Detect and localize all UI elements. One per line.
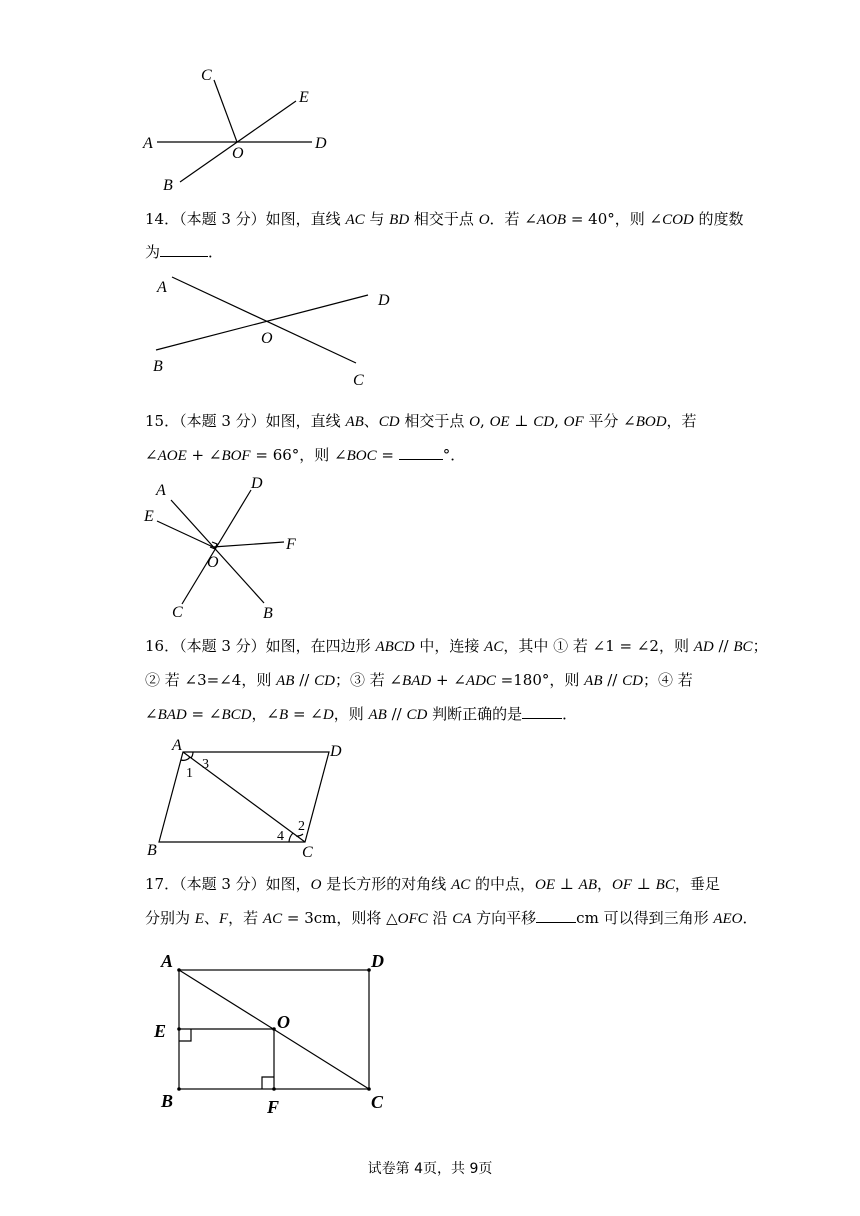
line-OE <box>157 521 213 547</box>
label-B: B <box>153 358 163 375</box>
label-C: C <box>371 1092 384 1112</box>
point-C <box>367 1087 371 1091</box>
q15-line2: ∠AOE + ∠BOF = 66°，则 ∠BOC = °． <box>145 446 466 464</box>
label-B: B <box>163 177 173 194</box>
label-A: A <box>161 951 174 971</box>
label-C: C <box>353 372 364 389</box>
label-B: B <box>147 842 157 859</box>
figure-q15 <box>0 470 860 625</box>
label-A: A <box>157 279 167 296</box>
label-A: A <box>143 135 153 152</box>
angle-arc-3 <box>191 752 193 758</box>
label-O: O <box>207 554 219 571</box>
label-C: C <box>201 67 212 84</box>
angle-arc-1 <box>181 757 190 760</box>
figure-q13 <box>0 0 860 200</box>
label-D: D <box>251 475 263 492</box>
angle-num-2: 2 <box>298 819 305 834</box>
label-B: B <box>161 1091 174 1111</box>
angle-arc-2 <box>296 834 303 836</box>
label-E: E <box>154 1021 167 1041</box>
label-D: D <box>371 951 384 971</box>
answer-blank-16[interactable] <box>522 704 562 719</box>
q14-line2: 为 ． <box>145 243 224 261</box>
figure-q16 <box>0 730 860 865</box>
label-E: E <box>144 508 154 525</box>
line-AC <box>172 277 356 363</box>
point-O <box>272 1027 276 1031</box>
label-E: E <box>299 89 309 106</box>
right-angle-F <box>262 1077 274 1089</box>
point-F <box>272 1087 276 1091</box>
q17-line2: 分别为 E、F，若 AC = 3cm，则将 △OFC 沿 CA 方向平移 cm 可以得到三角形 AEO． <box>145 909 758 927</box>
label-A: A <box>156 482 166 499</box>
angle-num-1: 1 <box>186 766 193 781</box>
figure-q14 <box>0 270 860 395</box>
label-C: C <box>302 844 313 861</box>
page-footer: 试卷第 4页，共 9页 <box>367 1161 493 1177</box>
label-F: F <box>267 1097 280 1117</box>
label-D: D <box>378 292 390 309</box>
answer-blank-17[interactable] <box>536 908 576 923</box>
label-O: O <box>232 145 244 162</box>
line-OF <box>213 542 284 547</box>
label-A: A <box>172 737 182 754</box>
q17-line1: 17．（本题 3 分）如图，O 是长方形的对角线 AC 的中点，OE ⊥ AB，OF ⊥ BC，垂足 <box>145 875 720 893</box>
angle-num-3: 3 <box>202 757 209 772</box>
label-O: O <box>261 330 273 347</box>
q16-line1: 16．（本题 3 分）如图，在四边形 ABCD 中，连接 AC，其中 ① 若 ∠1 = ∠2，则 AD // BC； <box>145 637 768 655</box>
figure-q17 <box>0 945 860 1125</box>
line-OC <box>214 80 237 142</box>
q15-line1: 15．（本题 3 分）如图，直线 AB、CD 相交于点 O, OE ⊥ CD, OF 平分 ∠BOD，若 <box>145 412 697 430</box>
label-C: C <box>172 604 183 621</box>
label-F: F <box>286 536 296 553</box>
angle-arc-4 <box>289 833 293 842</box>
label-D: D <box>330 743 342 760</box>
line-AB <box>171 500 264 603</box>
q16-line3: ∠BAD = ∠BCD，∠B = ∠D，则 AB // CD 判断正确的是 ． <box>145 705 578 723</box>
point-B <box>177 1087 181 1091</box>
label-O: O <box>277 1012 290 1032</box>
answer-blank-15[interactable] <box>399 445 443 460</box>
q16-line2: ② 若 ∠3=∠4，则 AB // CD；③ 若 ∠BAD + ∠ADC =180°，则 AB // CD；④ 若 <box>145 671 693 689</box>
label-B: B <box>263 605 273 622</box>
point-A <box>177 968 181 972</box>
q14-line1: 14．（本题 3 分）如图，直线 AC 与 BD 相交于点 O．若 ∠AOB = 40°，则 ∠COD 的度数 <box>145 210 744 228</box>
label-D: D <box>315 135 327 152</box>
answer-blank-14[interactable] <box>160 242 208 257</box>
point-E <box>177 1027 181 1031</box>
angle-num-4: 4 <box>277 829 284 844</box>
right-angle-E <box>179 1029 191 1041</box>
